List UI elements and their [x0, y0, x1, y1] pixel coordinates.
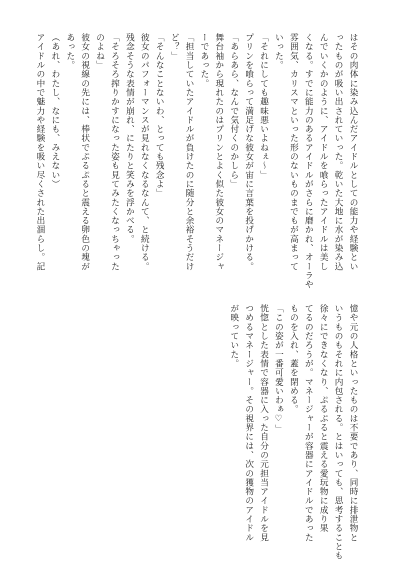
text-line: くなる。すでに能力のあるアイドルがさらに磨かれ、オーラや [303, 33, 314, 290]
text-line: 彼女の視線の先には、棒状でぷるぷると震える卵色の塊が [79, 33, 90, 271]
text-line: 「担当していたアイドルが負けたのに随分と余裕そうだけ [184, 33, 195, 271]
text-line: 憶や元の人格といったものは不要であり、同時に排泄物と [348, 304, 358, 542]
text-line: のよね」 [94, 33, 105, 70]
text-line: （あれ、わたし、なにも、みえない） [49, 33, 60, 189]
text-line: んでいくかのように、アイドルを喰らったアイドルは美し [318, 33, 329, 271]
text-line: プリンを喰らって満足げな彼女が宙に言葉を投げかける。 [243, 33, 254, 271]
text-line: 彼女のパフォーマンスが見れなくなるなんて、と続ける。 [139, 33, 150, 271]
text-line: はその肉体に染み込んだアイドルとしての能力や経験とい [348, 33, 358, 271]
text-line: てるのだろうが。マネージャーが容器にアイドルであった [303, 304, 314, 542]
text-line: 「そんなことないわ、とっても残念よ」 [154, 33, 165, 198]
text-line: 「そろそろ搾りかすになった姿も見てみたくなっちゃった [109, 33, 120, 271]
text-line: アイドルの中で魅力や経験を吸い尽くされた出涸らし。記 [34, 33, 45, 271]
text-line: 「それにしても趣味悪いよねぇ～」 [258, 33, 269, 180]
text-line: 徐々にできなくなり、ぷるぷると震える愛玩物に成り果 [318, 304, 329, 533]
text-line: ものを入れ、蓋を閉める。 [288, 304, 299, 414]
text-line: つめるマネージャー。その視界には、次の獲物のアイドル [243, 304, 254, 542]
text-line: が映っていた。 [228, 304, 239, 369]
text-line: ど？」 [169, 33, 180, 61]
text-line: 雰囲気、カリスマといった形のないものまでもが高まって [288, 33, 299, 271]
text-line: 恍惚とした表情で容器に入った自分の元担当アイドルを見 [258, 304, 269, 542]
text-line: 「あらあら、なんで気付くのかしら」 [228, 33, 239, 189]
text-line: ーであった。 [198, 33, 209, 88]
text-line: 「この姿が一番可愛いわぁ♡」 [273, 304, 284, 434]
bottom-text-column [57, 304, 360, 561]
text-line: 舞台袖から現れたのはプリンとよく似た彼女のマネージャ [213, 33, 224, 271]
text-line: ったものが吸い出されていった。乾いた大地に水が染み込 [333, 33, 344, 271]
text-line: いった。 [273, 33, 284, 70]
text-line: いうものもそれに内包される。とはいっても、思考することも [333, 304, 344, 561]
text-line: あった。 [64, 33, 75, 70]
top-text-column [34, 33, 360, 290]
text-line: 残念そうな表情が崩れ、にたりと笑みを浮かべる。 [124, 33, 135, 244]
